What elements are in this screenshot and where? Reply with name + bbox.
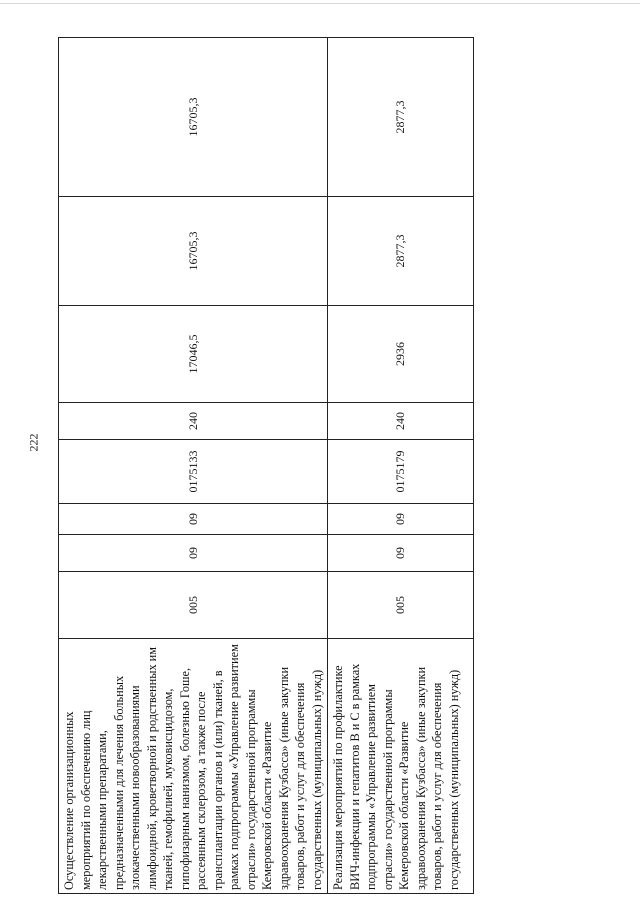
target-article-cell: 0175133 [59,440,328,504]
section-cell: 09 [328,535,474,572]
rotated-table [58,38,468,894]
code-cell: 005 [328,572,474,639]
subsection-cell: 09 [59,504,328,535]
amount-2-cell: 2877,3 [328,197,474,306]
section-cell: 09 [59,535,328,572]
row-description: Осуществление организационных мероприятий по обеспечению лиц лекарственными препаратами, предназначенными для лечения больных злокачественными новообразованиями лимфоидной, кроветворной и родственных им тканей, гемофилией, муковисцидозом, гипофизарным нанизмом, болезнью Гоше, рассеянным склерозом, а также после трансплантации органов и (или) тканей, в рамках подпрограммы «Управление развитием отрасли» государственной программы Кемеровской области «Развитие здравоохранения Кузбасса» (иные закупки товаров, работ и услуг для обеспечения государственных (муниципальных) нужд) [59,639,328,894]
table-row [59,38,328,894]
amount-2-cell: 16705,3 [59,197,328,306]
code-cell: 005 [59,572,328,639]
subsection-cell: 09 [328,504,474,535]
table-row [328,38,474,894]
target-article-cell: 0175179 [328,440,474,504]
amount-3-cell: 2877,3 [328,38,474,197]
table-wrapper [58,38,468,894]
budget-table [58,37,474,894]
amount-1-cell: 17046,5 [59,306,328,403]
expense-type-cell: 240 [59,403,328,440]
top-rule [0,3,640,4]
amount-3-cell: 16705,3 [59,38,328,197]
expense-type-cell: 240 [328,403,474,440]
amount-1-cell: 2936 [328,306,474,403]
row-description: Реализация мероприятий по профилактике ВИЧ-инфекции и гепатитов В и С в рамках подпрограммы «Управление развитием отрасли» государственной программы Кемеровской области «Развитие здравоохранения Кузбасса» (иные закупки товаров, работ и услуг для обеспечения государственных (муниципальных) нужд) [328,639,474,894]
page-number: 222 [26,433,41,452]
